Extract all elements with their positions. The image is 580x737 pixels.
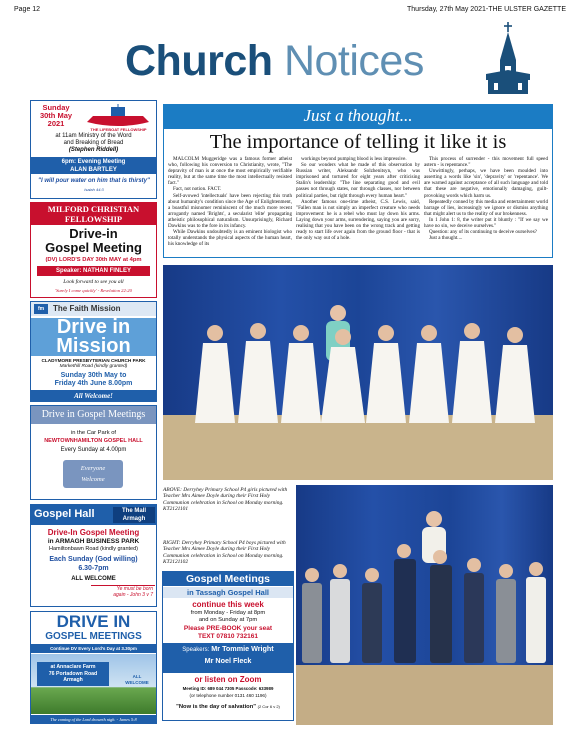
milford-verse: 'Surely I come quickly' - Revelation 22:20 bbox=[55, 288, 132, 293]
milford-speaker: Speaker: NATHAN FINLEY bbox=[37, 266, 150, 276]
lifeboat-verse-ref: Isaiah 44:3 bbox=[84, 186, 104, 192]
annaclare-all-line1: ALL bbox=[132, 674, 142, 679]
annaclare-title-line1: DRIVE IN bbox=[56, 612, 131, 631]
gospel-hall-mall bbox=[113, 507, 155, 523]
tassagh-days: from Monday - Friday at 8pm bbox=[190, 610, 266, 616]
tassagh-speakers bbox=[163, 643, 293, 673]
tassagh-prebook: Please PRE-BOOK your seat bbox=[183, 625, 273, 632]
article-kicker: Just a thought... bbox=[163, 104, 553, 128]
lifeboat-line1: at 11am Ministry of the Word bbox=[55, 133, 132, 139]
newtownhamilton-line1: in the Car Park of bbox=[70, 430, 117, 436]
article-paragraph: Self-avowed 'intellectuals' have been rejecting this truth about humanity's condition since the Age of Enlightenment, a boastful misnomer reminiscent of the much more recent arrogantly named 'Brights', a secularist 'elite' propagating atheistic philosophical naturalism. Unsurprisingly, Richard Dawkins was to the fore in its infancy. bbox=[168, 192, 292, 230]
milford-date: (DV) LORD'S DAY 30th MAY at 4pm bbox=[45, 257, 142, 263]
lifeboat-verse-block bbox=[35, 178, 153, 194]
annaclare-venue-line1: at Annaclare Farm bbox=[50, 664, 96, 670]
milford-fellowship-ad bbox=[30, 202, 157, 298]
tassagh-speaker1: Mr Tommie Wright bbox=[211, 644, 274, 653]
tassagh-verse: "Now is the day of salvation" bbox=[176, 704, 257, 710]
lifeboat-evening-bar bbox=[31, 157, 156, 174]
faith-mission-dates-line2: Friday 4th June 8.00pm bbox=[54, 380, 133, 387]
gospel-hall-armagh-ad bbox=[30, 504, 157, 607]
gospel-hall-drivein: Drive-In Gospel Meeting bbox=[47, 528, 140, 537]
tassagh-continue: continue this week bbox=[192, 600, 264, 609]
lifeboat-date-line3: 2021 bbox=[47, 119, 65, 128]
gospel-hall-road: Hamiltonbawn Road (kindly granted) bbox=[49, 546, 138, 552]
lifeboat-line2: and Breaking of Bread bbox=[63, 140, 124, 146]
article-column-2 bbox=[296, 156, 420, 241]
lifeboat-fellowship-ad bbox=[30, 100, 157, 199]
tassagh-gospel-meetings-ad bbox=[162, 571, 294, 721]
milford-look-forward: Look forward to see you all bbox=[63, 279, 124, 285]
article-paragraph: This process of surrender - this movement full speed astern - is repentance." bbox=[424, 156, 548, 169]
tassagh-phone: (or telephone number 0131 460 1196) bbox=[189, 693, 267, 698]
article-paragraph: Unwittingly, perhaps, we have been moulded into asserting a words like 'sin', 'depravity' or 'repentance'. We are warned against acceptance of all such language and told that these are negative, emotionally damaging, guilt-provoking words which harm us. bbox=[424, 168, 548, 199]
gospel-hall-welcome: ALL WELCOME bbox=[71, 576, 116, 582]
annaclare-venue-line2: 76 Portadown Road bbox=[48, 670, 98, 677]
faith-mission-venue: CLADYMORE PRESBYTERIAN CHURCH PARK bbox=[41, 358, 146, 363]
tassagh-verse-block bbox=[163, 704, 293, 710]
page-title bbox=[125, 37, 424, 85]
faith-mission-drive-in: Drive in bbox=[56, 316, 131, 338]
annaclare-venue-line3: Armagh bbox=[63, 677, 83, 683]
faith-mission-welcome: All Welcome! bbox=[31, 390, 156, 402]
article-paragraph: Repeatedly conned by this media and entertainment world barrage of lies, increasingly we ignore or dismiss anything that might alert us to the reality of our brokenness. bbox=[424, 198, 548, 217]
article-paragraph: In 1 John 1: 8, the writer put it bluntly : "If we say we have no sin, we deceive ourselves." bbox=[424, 216, 548, 230]
article-headline: The importance of telling it like it is bbox=[209, 131, 507, 153]
photo-girls-communion bbox=[163, 265, 553, 480]
gospel-hall-sunday: Each Sunday (God willing) bbox=[49, 556, 138, 563]
newtownhamilton-welcome-line2: Welcome bbox=[81, 476, 105, 483]
tassagh-speakers-label: Speakers: bbox=[182, 647, 210, 653]
lifeboat-date-line2: 30th May bbox=[39, 111, 73, 120]
annaclare-title-line2: GOSPEL MEETINGS bbox=[45, 631, 142, 642]
annaclare-subtitle: Continue DV Every Lord's Day at 3.30pm bbox=[31, 644, 156, 653]
gospel-hall-mall-line1: The Mall bbox=[121, 508, 146, 514]
title-word-notices: Notices bbox=[283, 37, 424, 85]
lifeboat-verse: "I will pour water on him that is thirsty" bbox=[38, 178, 150, 184]
newtownhamilton-venue: NEWTOWNHAMILTON GOSPEL HALL bbox=[44, 438, 143, 444]
article-paragraph: While Dawkins undoubtedly is an eminent biologist who totally understands the physical aspects of the human heart, his knowledge of its bbox=[168, 229, 292, 248]
milford-drivein-line2: Gospel Meeting bbox=[45, 240, 142, 255]
milford-title-line1: MILFORD CHRISTIAN bbox=[47, 204, 140, 214]
tassagh-venue: in Tassagh Gospel Hall bbox=[163, 587, 293, 598]
annaclare-drive-in-ad bbox=[30, 611, 157, 724]
faith-mission-logo-icon: fm bbox=[34, 304, 48, 314]
tassagh-title: Gospel Meetings bbox=[163, 572, 293, 586]
faith-mission-dates bbox=[31, 372, 156, 388]
article-column-3 bbox=[424, 156, 548, 241]
annaclare-all-line2: WELCOME bbox=[125, 680, 149, 685]
tassagh-zoom: or listen on Zoom bbox=[194, 675, 262, 684]
lifeboat-logo-icon bbox=[81, 104, 155, 128]
tassagh-meeting-id: Meeting ID: 689 044 7305 Passcode: 633989 bbox=[182, 686, 274, 691]
tassagh-text: TEXT 07810 732161 bbox=[198, 633, 258, 640]
tassagh-booking bbox=[163, 625, 293, 641]
gospel-hall-title: Gospel Hall bbox=[34, 508, 95, 520]
photo-caption-boys: RIGHT: Derryhey Primary School P4 boys pictured with Teacher Mrs Aimee Doyle during their First Holy Communion celebration in School on Monday morning. KT2121102 bbox=[163, 540, 286, 566]
tassagh-sunday: and on Sunday at 7pm bbox=[198, 617, 258, 623]
article-paragraph: Another famous one-time atheist, C.S. Lewis, said, "Fallen man is not simply an imperfect creature who needs improvement: he is a rebel who must lay down his arms. Laying down your arms, surrendering, saying you are sorry, realising that you have been on the wrong track and getting ready to start life over again from the ground floor - that is the only way out of a hole. bbox=[296, 198, 420, 242]
lifeboat-speaker2: ALAN BARTLEY bbox=[70, 167, 117, 173]
gospel-hall-times bbox=[31, 555, 156, 573]
lifeboat-evening: 6pm: Evening Meeting bbox=[61, 159, 126, 165]
article-paragraph: workings beyond pumping blood is less impressive. bbox=[301, 156, 407, 162]
gospel-hall-mall-line2: Armagh bbox=[122, 516, 146, 522]
tassagh-speaker2: Mr Noel Fleck bbox=[204, 655, 252, 665]
milford-title-bar bbox=[31, 203, 156, 225]
photo-caption-girls: ABOVE: Derryhey Primary School P4 girls pictured with Teacher Mrs Aimee Doyle during their First Holy Communion celebration in School on Monday morning. KT2121101 bbox=[163, 487, 288, 513]
milford-drivein-line1: Drive-in bbox=[69, 226, 118, 241]
newtownhamilton-welcome-line1: Everyone bbox=[80, 465, 106, 472]
article-paragraph: Question: any of its continuing to deceive ourselves? bbox=[429, 229, 537, 236]
annaclare-footer: The coming of the Lord draweth nigh. - James 5:8 bbox=[31, 715, 156, 724]
tassagh-verse-ref: (2 Cor 6 v 2) bbox=[257, 704, 280, 709]
annaclare-venue bbox=[37, 662, 109, 686]
article-column-1 bbox=[168, 156, 292, 247]
gospel-hall-verse bbox=[91, 585, 155, 598]
article-paragraph: MALCOLM Muggeridge was a famous former atheist who, following his conversion to Christianity, wrote, "The depravity of man is at once the most empirically verifiable reality, but at the same time the most intellectually resisted fact." bbox=[168, 156, 292, 187]
gospel-hall-time: 6.30-7pm bbox=[78, 565, 109, 572]
newtownhamilton-ad bbox=[30, 405, 157, 500]
girls-group-figures-icon bbox=[163, 265, 553, 480]
annaclare-all-welcome bbox=[121, 674, 153, 686]
faith-mission-ad bbox=[30, 301, 157, 402]
gospel-hall-verse-line2: again - John 3 v 7 bbox=[113, 592, 153, 598]
faith-mission-mission: Mission bbox=[56, 335, 131, 357]
article-paragraph: So our wonders what he made of this observation by Russian writer, Aleksandr Solzhenitsyn, who was imprisoned and tortured for eight years after criticising Stalin's leadership: "The line separating good and evil passes not through states, nor through classes, nor between political parties, but right through every human heart." bbox=[296, 162, 420, 199]
article-paragraph: Fact, not notion. FACT. bbox=[173, 186, 222, 193]
newtownhamilton-time: Every Sunday at 4.00pm bbox=[60, 447, 127, 453]
gospel-hall-verse-line1: Ye must be born bbox=[116, 586, 153, 592]
newtownhamilton-welcome-badge bbox=[63, 460, 123, 488]
faith-mission-road: Markethill Road (kindly granted) bbox=[59, 364, 128, 369]
photo-boys-communion bbox=[296, 485, 553, 725]
article-paragraph: Just a thought.... bbox=[429, 235, 463, 242]
lifeboat-date-line1: Sunday bbox=[42, 103, 70, 112]
boys-group-figures-icon bbox=[296, 485, 553, 725]
tassagh-schedule bbox=[163, 610, 293, 624]
faith-mission-org: The Faith Mission bbox=[53, 304, 121, 313]
faith-mission-dates-line1: Sunday 30th May to bbox=[60, 372, 127, 379]
church-steeple-icon bbox=[482, 22, 534, 96]
gospel-hall-venue: in ARMAGH BUSINESS PARK bbox=[47, 538, 140, 545]
lifeboat-speaker1: (Stephen Riddell) bbox=[68, 147, 119, 153]
milford-title-line2: FELLOWSHIP bbox=[64, 214, 123, 224]
newtownhamilton-title: Drive in Gospel Meetings bbox=[31, 406, 156, 424]
issue-line: Thursday, 27th May 2021-THE ULSTER GAZETTE bbox=[407, 6, 566, 13]
title-word-church: Church bbox=[125, 37, 273, 85]
faith-mission-title bbox=[31, 318, 156, 356]
lifeboat-logo-text: THE LIFEBOAT FELLOWSHIP bbox=[90, 127, 147, 132]
page-number: Page 12 bbox=[14, 6, 41, 13]
